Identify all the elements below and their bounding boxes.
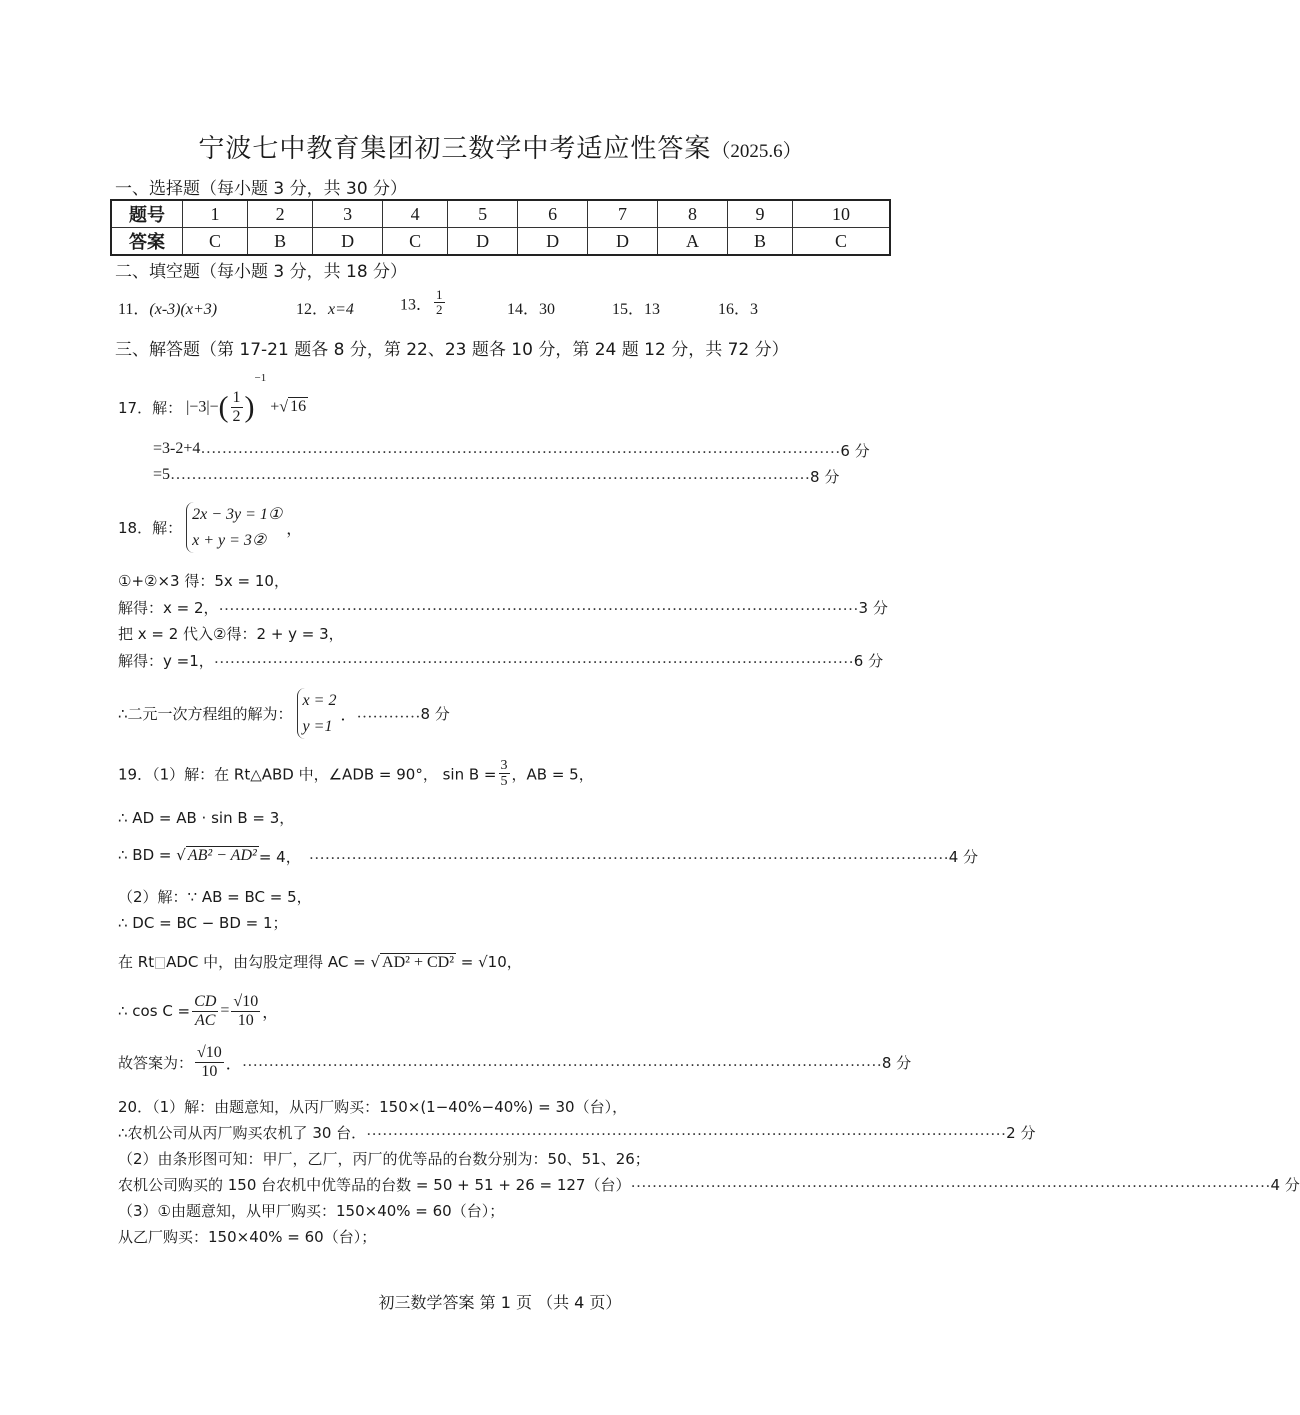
item-answer: (x-3)(x+3) bbox=[149, 301, 218, 318]
answer-cell: B bbox=[727, 228, 792, 256]
fraction-numerator: 1 bbox=[436, 287, 443, 302]
fraction-numerator: 1 bbox=[232, 389, 241, 407]
q17-label: 17．解： bbox=[118, 398, 183, 417]
cos-fraction-1 bbox=[192, 993, 218, 1029]
item-answer: 3 bbox=[750, 301, 759, 318]
fraction-numerator: √10 bbox=[197, 1044, 222, 1061]
dot-leader: ………………………………………………………………………………………………………… bbox=[366, 1122, 1007, 1139]
row-label-answer: 答案 bbox=[111, 228, 183, 256]
step-text: 农机公司购买的 150 台农机中优等品的台数 = 50 + 51 + 26 = 127（台） bbox=[118, 1176, 631, 1194]
question-number: 9 bbox=[727, 200, 792, 228]
q19-line7 bbox=[118, 993, 278, 1029]
equation-1: 2x − 3y = 1① bbox=[192, 506, 283, 523]
step-text: ∴ cos C = bbox=[118, 1002, 191, 1021]
q19-line2: ∴ AD = AB · sin B = 3， bbox=[118, 809, 295, 827]
fraction-numerator: CD bbox=[194, 993, 217, 1010]
score: 8 分 bbox=[881, 1053, 912, 1072]
answer-cell: D bbox=[588, 228, 658, 256]
q17-step1 bbox=[153, 440, 870, 461]
q19-line8 bbox=[118, 1044, 912, 1080]
q17-step2 bbox=[153, 466, 840, 487]
q18-solution bbox=[118, 688, 450, 739]
score: 6 分 bbox=[840, 442, 870, 460]
step-text: ∴ BD = √ bbox=[118, 846, 186, 864]
score: 8 分 bbox=[810, 468, 840, 486]
step-text: =3-2+4 bbox=[153, 440, 201, 457]
q18-label: 18．解： bbox=[118, 519, 183, 538]
period: ． bbox=[340, 707, 357, 725]
fraction-denominator: 5 bbox=[500, 774, 508, 790]
item-answer: 13 bbox=[644, 301, 661, 318]
q18-line3: 把 x = 2 代入②得：2 + y = 3， bbox=[118, 625, 344, 643]
q17-fraction bbox=[231, 389, 243, 425]
left-paren: ( bbox=[218, 390, 229, 424]
dot-leader: ………………………………………………………………………………………………………… bbox=[200, 440, 841, 457]
question-number: 1 bbox=[183, 200, 248, 228]
step-text: = √10， bbox=[456, 953, 522, 971]
dot-leader: ………………………………………………………………………………………………………… bbox=[308, 846, 949, 863]
title-year: （2025.6） bbox=[711, 141, 802, 162]
q20-line4 bbox=[118, 1174, 1300, 1195]
q17-expression bbox=[118, 372, 308, 425]
step-text: 故答案为： bbox=[118, 1053, 194, 1072]
question-number: 7 bbox=[588, 200, 658, 228]
fill-answer-15 bbox=[612, 296, 660, 319]
fraction-denominator: 10 bbox=[237, 1011, 254, 1029]
item-answer: 30 bbox=[539, 301, 556, 318]
sqrt-arg: AD² + CD² bbox=[382, 954, 454, 971]
step-text: ，AB = 5， bbox=[511, 765, 594, 784]
section3-heading: 三、解答题（第 17-21 题各 8 分，第 22、23 题各 10 分，第 24 题 12 分，共 72 分） bbox=[115, 340, 789, 360]
q19-line5: ∴ DC = BC − BD = 1； bbox=[118, 914, 288, 932]
q20-line1: 20．（1）解：由题意知，从丙厂购买：150×(1−40%−40%) = 30（台）， bbox=[118, 1098, 628, 1116]
item-number: 14． bbox=[507, 301, 540, 318]
answer-fraction bbox=[195, 1044, 224, 1080]
dot-leader: ………… bbox=[356, 704, 421, 722]
section1-heading: 一、选择题（每小题 3 分，共 30 分） bbox=[115, 179, 408, 199]
item-number: 12． bbox=[296, 301, 329, 318]
q19-line3 bbox=[118, 846, 979, 867]
dot-leader: ………………………………………………………………………………………………………… bbox=[630, 1174, 1271, 1191]
q20-line2 bbox=[118, 1122, 1036, 1143]
solution-x: x = 2 bbox=[302, 692, 337, 709]
q18-line2 bbox=[118, 597, 888, 618]
q17-exponent: −1 bbox=[254, 372, 267, 384]
score: 4 分 bbox=[948, 848, 979, 866]
page-footer: 初三数学答案 第 1 页 （共 4 页） bbox=[378, 1293, 622, 1312]
answer-table bbox=[110, 199, 891, 256]
table-row-numbers bbox=[111, 200, 890, 228]
q18-line4 bbox=[118, 650, 884, 671]
q18-system bbox=[118, 502, 302, 553]
right-paren: ) bbox=[244, 390, 255, 424]
item-number: 15． bbox=[612, 301, 645, 318]
fraction-denominator: 2 bbox=[436, 302, 443, 318]
q20-line3: （2）由条形图可知：甲厂，乙厂，丙厂的优等品的台数分别为：50、51、26； bbox=[118, 1150, 650, 1168]
step-text: =5 bbox=[153, 466, 171, 483]
item-number: 16． bbox=[718, 301, 751, 318]
item-number: 13． bbox=[400, 296, 433, 314]
equation-brace bbox=[186, 502, 282, 553]
row-label-number: 题号 bbox=[111, 200, 183, 228]
step-text: = 4， bbox=[258, 848, 301, 866]
sinb-fraction bbox=[499, 758, 510, 790]
fraction-denominator: 2 bbox=[232, 407, 241, 425]
dot-leader: ………………………………………………………………………………………………………… bbox=[213, 650, 854, 667]
step-text: 解得：y =1， bbox=[118, 652, 214, 670]
question-number: 6 bbox=[518, 200, 588, 228]
period: ． bbox=[225, 1055, 242, 1073]
answer-cell: C bbox=[383, 228, 448, 256]
title-main: 宁波七中教育集团初三数学中考适应性答案 bbox=[198, 134, 712, 164]
fraction-denominator: AC bbox=[195, 1011, 216, 1029]
fill-answer-12 bbox=[296, 296, 354, 319]
equals: = bbox=[220, 1002, 230, 1020]
fraction-numerator: 3 bbox=[500, 758, 508, 773]
answer-cell: B bbox=[248, 228, 313, 256]
step-text: ADC 中，由勾股定理得 AC = √ bbox=[166, 953, 381, 971]
item-number: 11． bbox=[118, 301, 150, 318]
fill-answer-14 bbox=[507, 296, 555, 319]
score: 2 分 bbox=[1006, 1124, 1036, 1142]
dot-leader: ………………………………………………………………………………………………………… bbox=[218, 597, 859, 614]
fill-answer-11 bbox=[118, 296, 217, 319]
question-number: 4 bbox=[383, 200, 448, 228]
score: 4 分 bbox=[1270, 1176, 1300, 1194]
score: 6 分 bbox=[853, 652, 884, 670]
q19-line6 bbox=[118, 951, 522, 972]
section2-heading: 二、填空题（每小题 3 分，共 18 分） bbox=[115, 262, 408, 282]
dot-leader: ………………………………………………………………………………………………………… bbox=[170, 466, 811, 483]
sqrt-arg: AB² − AD² bbox=[186, 846, 259, 867]
cos-fraction-2 bbox=[231, 993, 260, 1029]
q18-line1: ①+②×3 得：5x = 10， bbox=[118, 572, 289, 590]
step-text: 19．（1）解：在 Rt△ABD 中，∠ADB = 90°， sin B = bbox=[118, 765, 497, 784]
document-title bbox=[0, 128, 1000, 165]
q19-line1 bbox=[118, 758, 594, 790]
fill-answer-16 bbox=[718, 296, 758, 319]
step-text: ∴二元一次方程组的解为： bbox=[118, 705, 293, 724]
missing-glyph-icon bbox=[155, 957, 165, 969]
item-answer: x=4 bbox=[328, 301, 354, 318]
answer-cell: D bbox=[313, 228, 383, 256]
question-number: 10 bbox=[793, 200, 890, 228]
step-text: ∴农机公司从丙厂购买农机了 30 台． bbox=[118, 1124, 367, 1142]
comma: ， bbox=[262, 1004, 279, 1022]
solution-brace bbox=[297, 688, 337, 739]
question-number: 2 bbox=[248, 200, 313, 228]
score: 3 分 bbox=[858, 599, 888, 617]
q20-line5: （3）①由题意知，从甲厂购买：150×40% = 60（台）； bbox=[118, 1202, 505, 1220]
question-number: 3 bbox=[313, 200, 383, 228]
step-text: 解得：x = 2， bbox=[118, 599, 219, 617]
solution-y: y =1 bbox=[302, 717, 333, 735]
q20-line6: 从乙厂购买：150×40% = 60（台）； bbox=[118, 1228, 377, 1246]
score: 8 分 bbox=[420, 705, 450, 724]
fraction-numerator: √10 bbox=[233, 993, 259, 1010]
answer-cell: A bbox=[658, 228, 728, 256]
dot-leader: ………………………………………………………………………………………………………… bbox=[241, 1053, 882, 1071]
q17-abs: |−3|− bbox=[186, 398, 219, 416]
answer-cell: D bbox=[448, 228, 518, 256]
step-text: 在 Rt bbox=[118, 953, 155, 971]
table-row-answers bbox=[111, 228, 890, 256]
q17-plus-sqrt: +√ bbox=[270, 398, 289, 416]
fraction-denominator: 10 bbox=[201, 1062, 218, 1080]
question-number: 8 bbox=[658, 200, 728, 228]
answer-cell: C bbox=[183, 228, 248, 256]
q17-sqrt-arg: 16 bbox=[290, 398, 307, 416]
answer-cell: D bbox=[518, 228, 588, 256]
answer-cell: C bbox=[793, 228, 890, 256]
q19-line4: （2）解：∵ AB = BC = 5， bbox=[118, 888, 312, 906]
equation-2: x + y = 3② bbox=[192, 531, 267, 549]
comma: ， bbox=[286, 521, 303, 539]
question-number: 5 bbox=[448, 200, 518, 228]
fill-answer-13 bbox=[400, 288, 447, 318]
item-answer-fraction bbox=[434, 288, 445, 318]
